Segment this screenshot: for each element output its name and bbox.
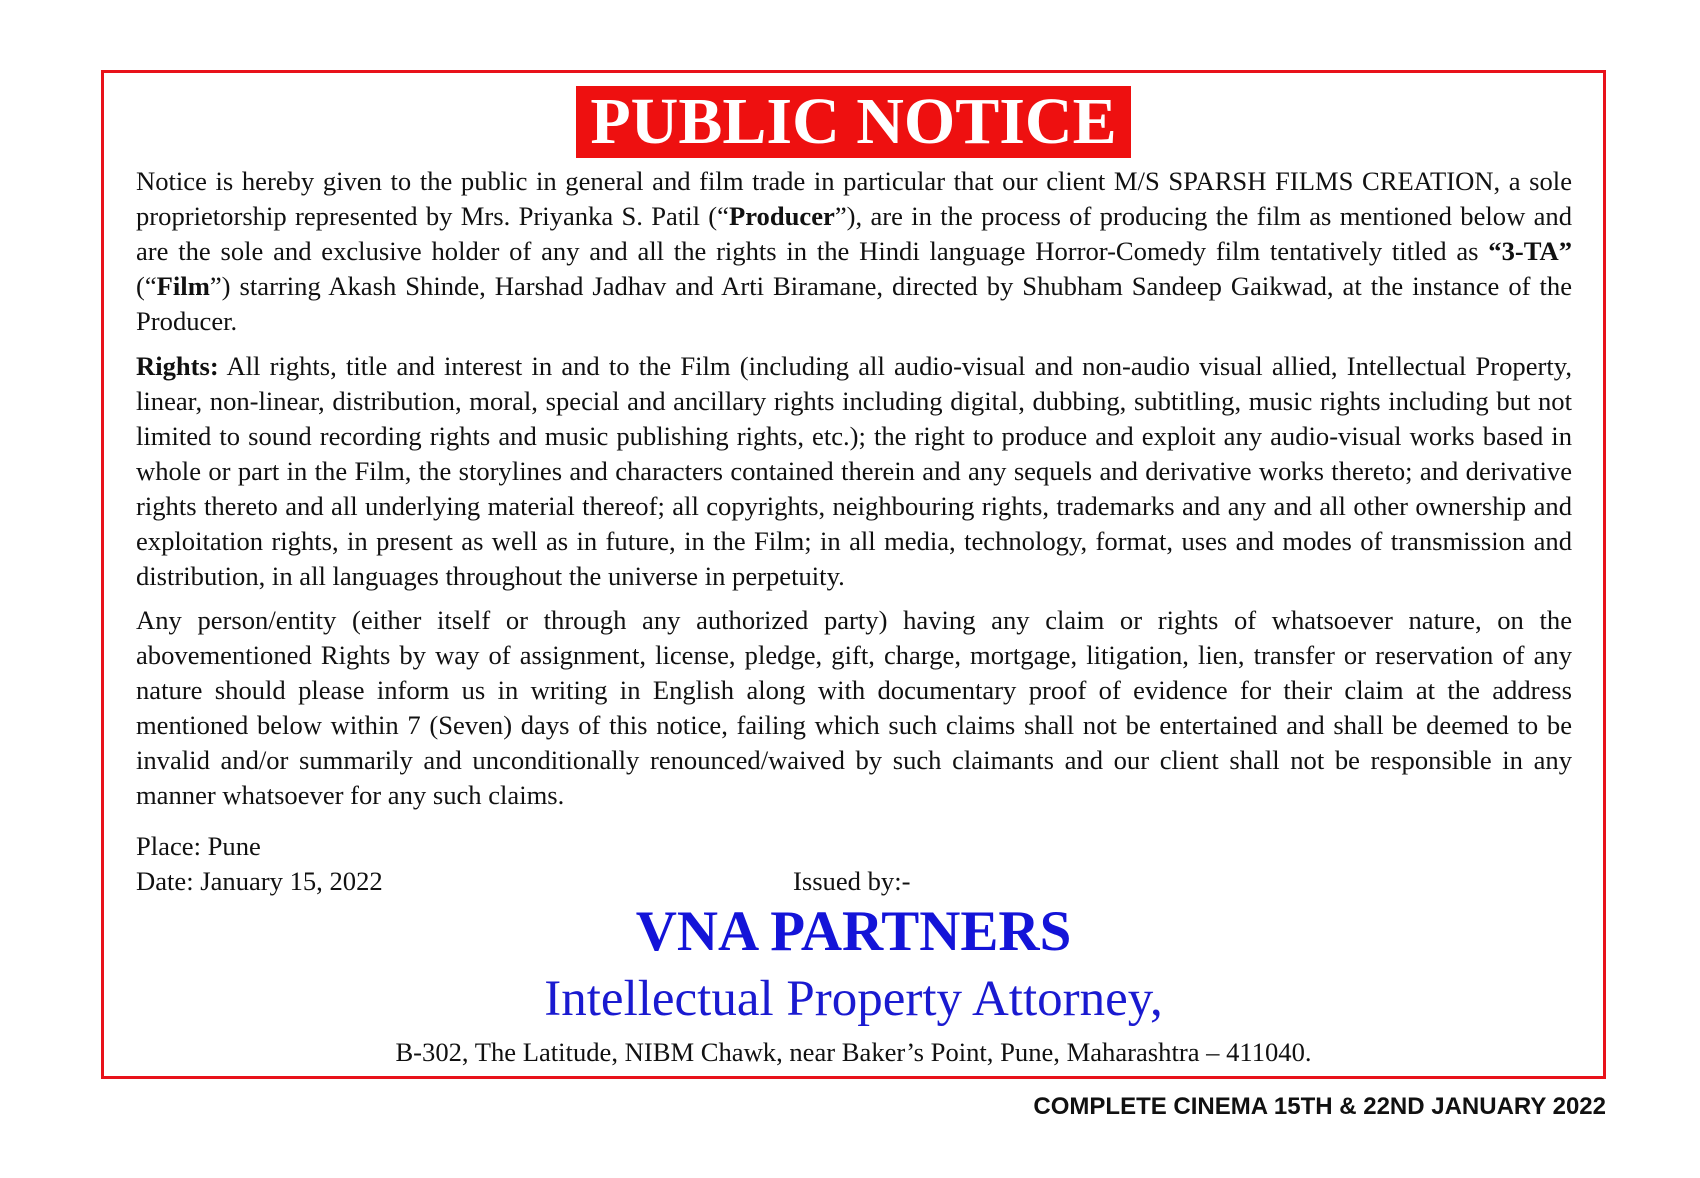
intro-text-1: Notice is hereby given to the public in general and film trade in particular that our client M/S SPARSH FILMS CREATION, a sole proprietorship represented by Mrs. Priyanka S. Patil (“: [136, 166, 1572, 231]
firm-tagline: Intellectual Property Attorney,: [544, 971, 1163, 1027]
notice-paragraph-claims: Any person/entity (either itself or through any authorized party) having any claim or rights of whatsoever nature, on the abovementioned Rights by way of assignment, license, pledge, gift, charge, mortgage, litigation, lien, transfer or reservation of any nature should please inform us in writing in English along with documentary proof of evidence for their claim at the address mentioned below within 7 (Seven) days of this notice, failing which such claims shall not be entertained and shall be deemed to be invalid and/or summarily and unconditionally renounced/waived by such claimants and our client shall not be responsible in any manner whatsoever for any such claims.: [136, 605, 1572, 810]
firm-name: VNA PARTNERS: [635, 900, 1072, 963]
film-title: “3-TA”: [1488, 236, 1572, 266]
intro-text-2: ”), are in the process of producing the film as mentioned below and are the sole and exclusive holder of any and all the rights in the Hindi language Horror-Comedy film tentatively titled as: [136, 201, 1572, 266]
issued-by-line: Issued by:-: [793, 866, 911, 896]
notice-paragraph-rights: [136, 349, 1572, 594]
notice-paragraph-intro: [136, 164, 1572, 339]
notice-title-wrap: [104, 86, 1603, 158]
intro-text-3: (“: [136, 271, 157, 301]
film-term: Film: [156, 271, 210, 301]
publication-credit: COMPLETE CINEMA 15TH & 22ND JANUARY 2022: [1033, 1093, 1606, 1120]
intro-text-4: ”) starring Akash Shinde, Harshad Jadhav and Arti Biramane, directed by Shubham Sandeep Gaikwad, at the instance of the Producer.: [136, 271, 1572, 336]
public-notice-box: [101, 70, 1606, 1079]
rights-text: All rights, title and interest in and to the Film (including all audio-visual and non-audio visual allied, Intellectual Property, linear, non-linear, distribution, moral, special and ancillary rights including digital, dubbing, subtitling, music rights including but not limited to sound recording rights and music publishing rights, etc.); the right to produce and exploit any audio-visual works based in whole or part in the Film, the storylines and characters contained therein and any sequels and derivative works thereto; and derivative rights thereto and all underlying material thereof; all copyrights, neighbouring rights, trademarks and any and all other ownership and exploitation rights, in present as well as in future, in the Film; in all media, technology, format, uses and modes of transmission and distribution, in all languages throughout the universe in perpetuity.: [136, 351, 1572, 591]
place-line: Place: Pune: [136, 831, 261, 861]
date-line: Date: January 15, 2022: [136, 866, 383, 896]
notice-title: PUBLIC NOTICE: [576, 86, 1130, 158]
firm-address: B-302, The Latitude, NIBM Chawk, near Baker’s Point, Pune, Maharashtra – 411040.: [395, 1037, 1312, 1067]
rights-label: Rights:: [136, 351, 219, 381]
producer-term: Producer: [728, 201, 835, 231]
